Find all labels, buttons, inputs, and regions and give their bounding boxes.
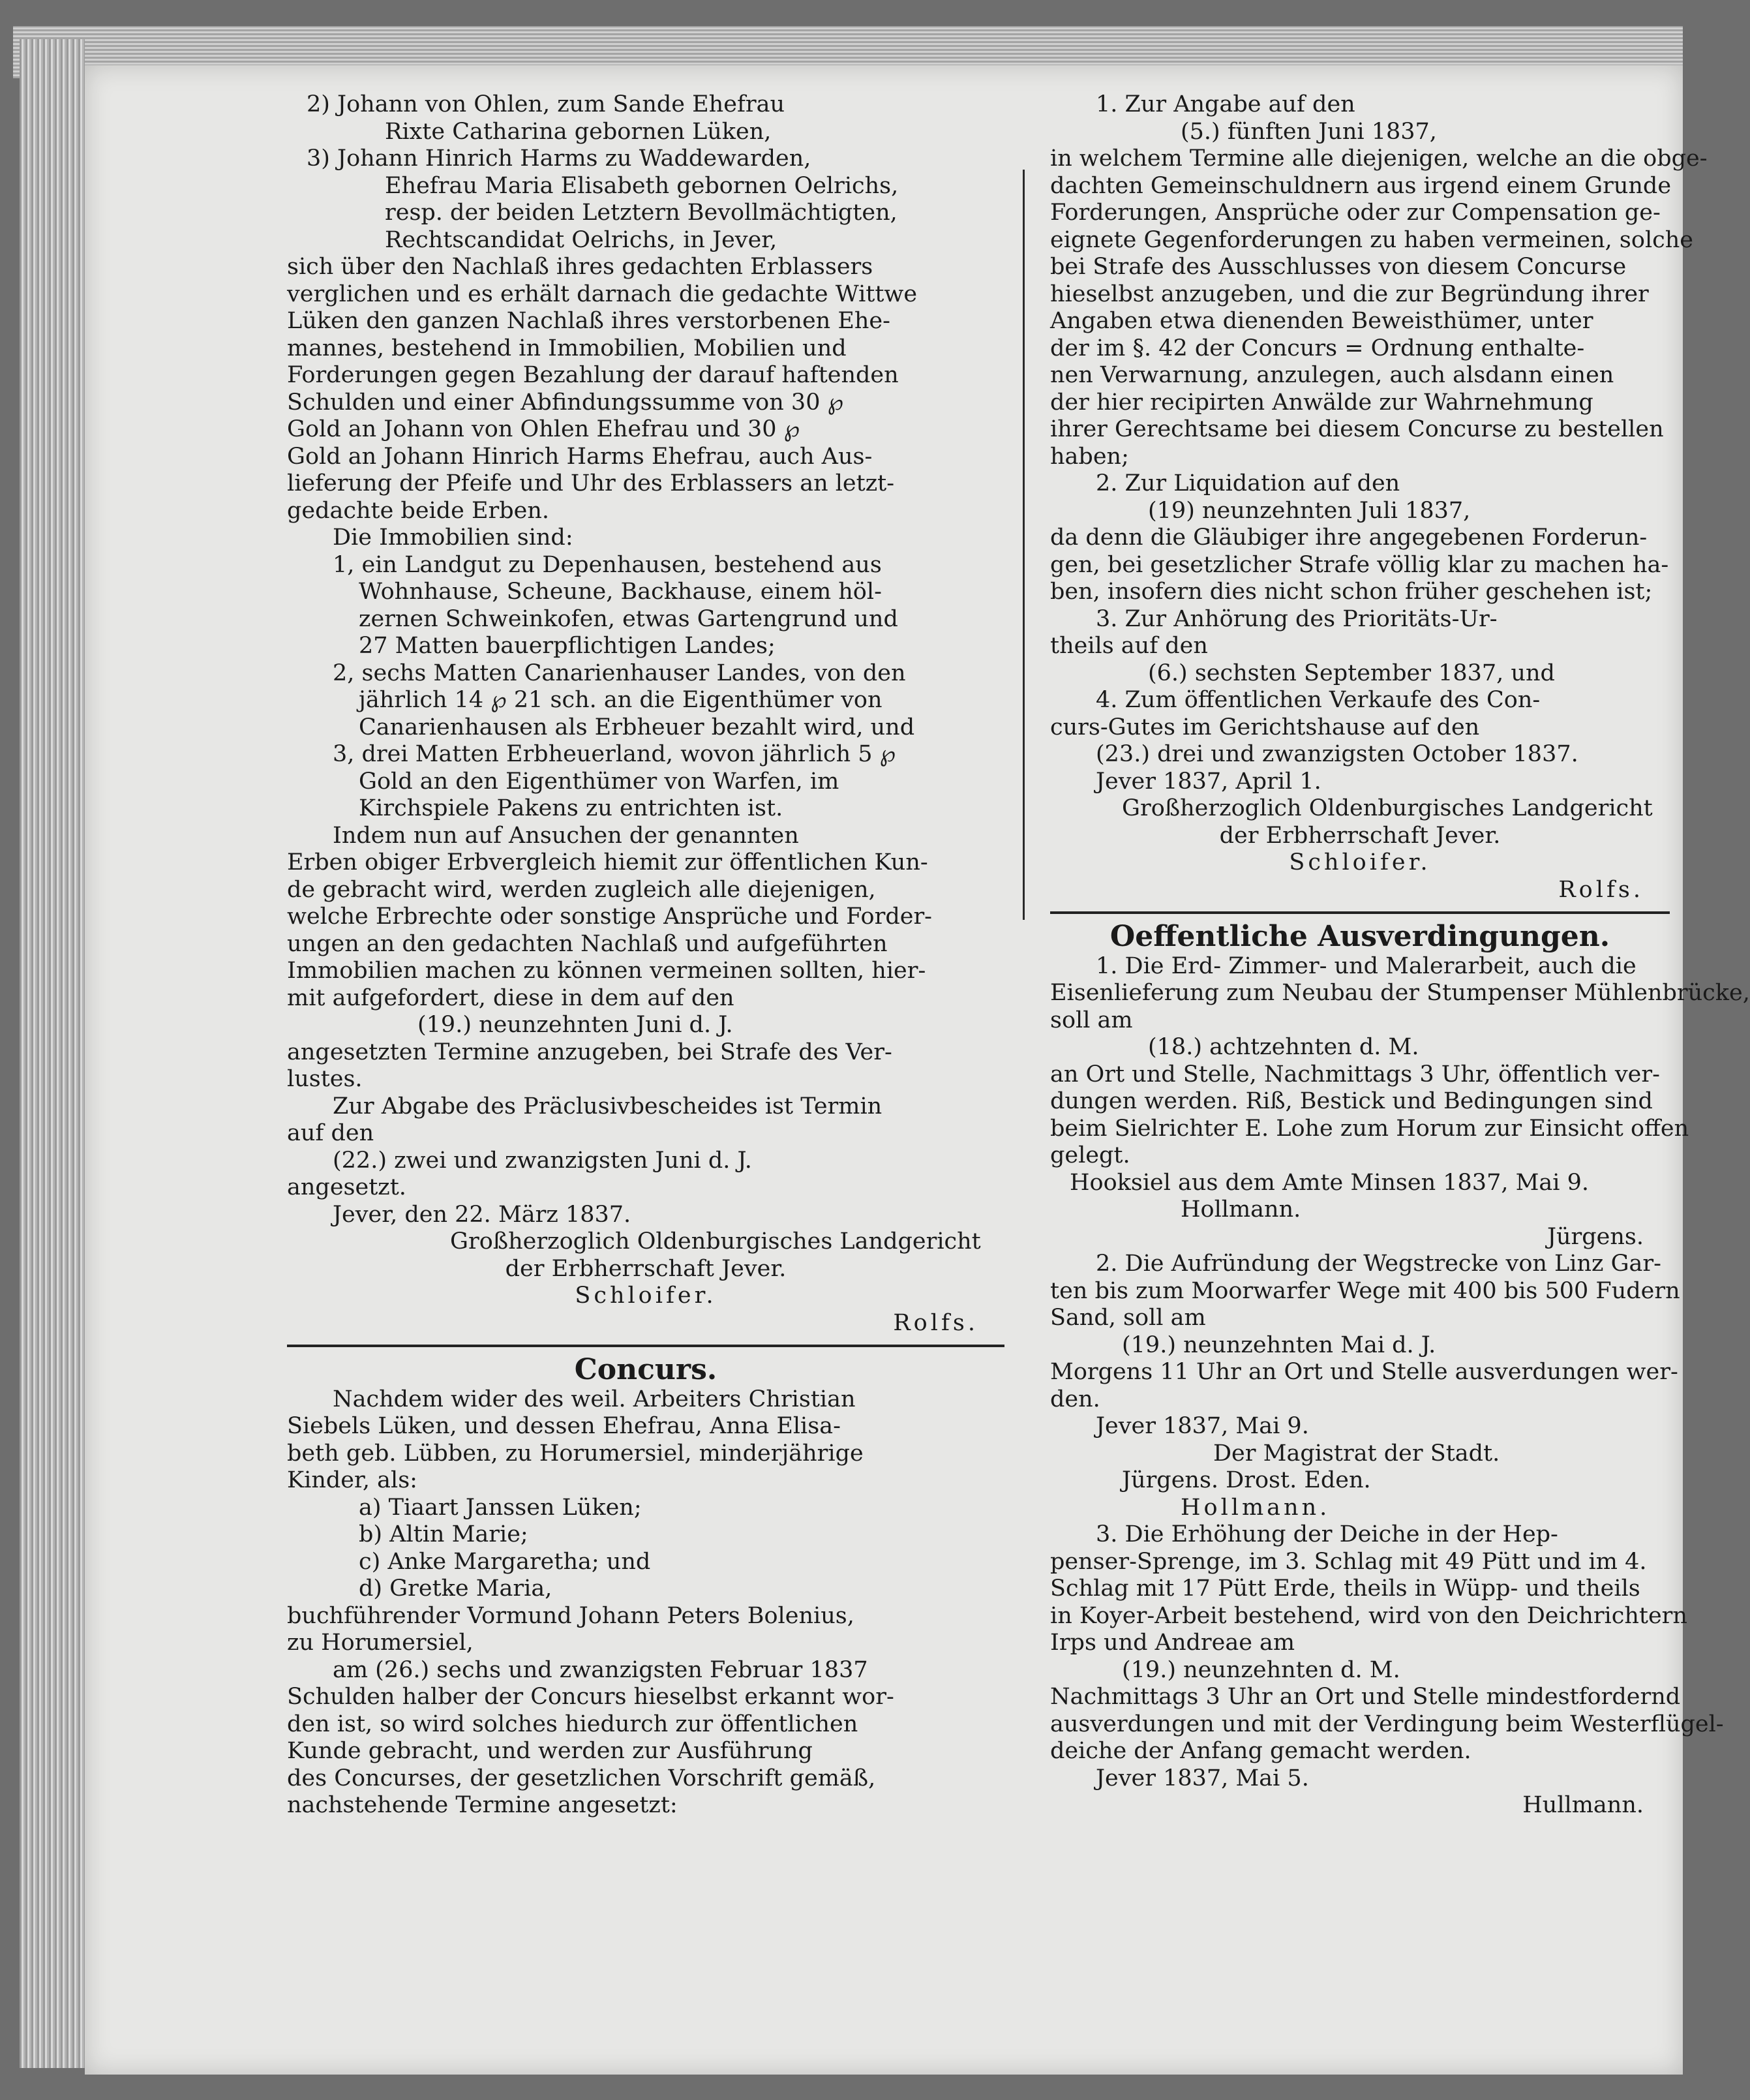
- signature-line: Hullmann.: [1522, 1792, 1644, 1818]
- signature-line: Schloifer.: [1289, 849, 1431, 875]
- text-line: mannes, bestehend in Immobilien, Mobilien und: [287, 335, 847, 361]
- signature-line: Rolfs.: [1558, 876, 1644, 903]
- text-line: dungen werden. Riß, Bestick und Bedingungen sind: [1050, 1088, 1653, 1114]
- text-line: Lüken den ganzen Nachlaß ihres verstorbenen Ehe-: [287, 308, 890, 334]
- text-line: gen, bei gesetzlicher Strafe völlig klar zu machen ha-: [1050, 551, 1669, 578]
- text-line: 2, sechs Matten Canarienhauser Landes, von den: [333, 660, 906, 686]
- text-line: ihrer Gerechtsame bei diesem Concurse zu bestellen: [1050, 416, 1664, 442]
- text-line: der hier recipirten Anwälde zur Wahrnehmung: [1050, 389, 1593, 416]
- date-line: Jever 1837, April 1.: [1096, 768, 1321, 795]
- text-line: 3) Johann Hinrich Harms zu Waddewarden,: [307, 145, 811, 172]
- text-line: lustes.: [287, 1066, 363, 1092]
- text-line: theils auf den: [1050, 633, 1208, 659]
- text-line: Schulden halber der Concurs hieselbst erkannt wor-: [287, 1684, 894, 1710]
- text-line: Ehefrau Maria Elisabeth gebornen Oelrichs,: [385, 172, 899, 199]
- text-line: (22.) zwei und zwanzigsten Juni d. J.: [333, 1147, 752, 1174]
- signature-line: Jürgens. Drost. Eden.: [1122, 1467, 1371, 1493]
- text-line: Siebels Lüken, und dessen Ehefrau, Anna Elisa-: [287, 1413, 841, 1439]
- book-page-edges: [20, 39, 85, 2068]
- text-line: Schlag mit 17 Pütt Erde, theils in Wüpp- und theils: [1050, 1575, 1640, 1602]
- text-line: Wohnhause, Scheune, Backhause, einem höl-: [359, 579, 882, 605]
- text-line: (19.) neunzehnten d. M.: [1122, 1656, 1400, 1683]
- issuer-line: der Erbherrschaft Jever.: [505, 1255, 787, 1282]
- text-line: Rixte Catharina gebornen Lüken,: [385, 118, 772, 145]
- text-line: nen Verwarnung, anzulegen, auch alsdann einen: [1050, 362, 1614, 388]
- text-line: beth geb. Lübben, zu Horumersiel, minderjährige: [287, 1440, 864, 1467]
- text-line: (19.) neunzehnten Juni d. J.: [417, 1012, 733, 1038]
- text-line: nachstehende Termine angesetzt:: [287, 1792, 678, 1818]
- text-line: jährlich 14 ℘ 21 sch. an die Eigenthümer von: [359, 687, 883, 713]
- text-line: Sand, soll am: [1050, 1305, 1206, 1331]
- section-heading-ausverdingungen: Oeffentliche Ausverdingungen.: [1109, 920, 1610, 953]
- text-line: Gold an den Eigenthümer von Warfen, im: [359, 768, 839, 795]
- text-line: (18.) achtzehnten d. M.: [1148, 1034, 1419, 1060]
- text-line: Irps und Andreae am: [1050, 1630, 1295, 1656]
- text-line: 27 Matten bauerpflichtigen Landes;: [359, 633, 776, 659]
- text-line: auf den: [287, 1120, 374, 1146]
- text-line: 3, drei Matten Erbheuerland, wovon jährlich 5 ℘: [333, 741, 896, 767]
- text-line: verglichen und es erhält darnach die gedachte Wittwe: [287, 281, 918, 307]
- text-line: Morgens 11 Uhr an Ort und Stelle ausverdungen wer-: [1050, 1359, 1678, 1385]
- signature-line: Hollmann.: [1181, 1196, 1301, 1223]
- text-line: zernen Schweinkofen, etwas Gartengrund und: [359, 605, 898, 632]
- text-line: den ist, so wird solches hiedurch zur öffentlichen: [287, 1711, 858, 1737]
- text-line: buchführender Vormund Johann Peters Bolenius,: [287, 1602, 854, 1629]
- text-line: sich über den Nachlaß ihres gedachten Erblassers: [287, 254, 873, 280]
- text-line: (6.) sechsten September 1837, und: [1148, 660, 1555, 686]
- text-line: an Ort und Stelle, Nachmittags 3 Uhr, öffentlich ver-: [1050, 1061, 1660, 1088]
- issuer-line: Großherzoglich Oldenburgisches Landgericht: [1122, 795, 1653, 821]
- text-line: in Koyer-Arbeit bestehend, wird von den Deichrichtern: [1050, 1602, 1687, 1629]
- signature-line: Schloifer.: [575, 1283, 717, 1309]
- text-line: Angaben etwa dienenden Beweisthümer, unter: [1050, 308, 1593, 334]
- text-line: penser-Sprenge, im 3. Schlag mit 49 Pütt und im 4.: [1050, 1548, 1647, 1575]
- text-line: (19) neunzehnten Juli 1837,: [1148, 497, 1471, 524]
- text-line: dachten Gemeinschuldnern aus irgend einem Grunde: [1050, 172, 1672, 199]
- section-rule: [287, 1345, 1004, 1347]
- text-line: 1, ein Landgut zu Depenhausen, bestehend aus: [333, 551, 882, 578]
- text-line: 3. Die Erhöhung der Deiche in der Hep-: [1096, 1521, 1558, 1547]
- text-line: ausverdungen und mit der Verdingung beim Westerflügel-: [1050, 1711, 1724, 1737]
- signature-line: Jürgens.: [1546, 1223, 1644, 1250]
- text-line: des Concurses, der gesetzlichen Vorschrift gemäß,: [287, 1765, 876, 1791]
- text-line: angesetzten Termine anzugeben, bei Strafe des Ver-: [287, 1039, 892, 1065]
- text-line: haben;: [1050, 443, 1129, 470]
- text-line: Indem nun auf Ansuchen der genannten: [333, 822, 799, 849]
- text-line: am (26.) sechs und zwanzigsten Februar 1837: [333, 1656, 868, 1683]
- date-line: Jever 1837, Mai 9.: [1096, 1413, 1309, 1439]
- signature-line: Rolfs.: [893, 1309, 978, 1336]
- text-line: Gold an Johann Hinrich Harms Ehefrau, auch Aus-: [287, 443, 873, 470]
- date-line: Jever, den 22. März 1837.: [333, 1201, 631, 1228]
- text-line: gelegt.: [1050, 1142, 1130, 1168]
- text-line: Eisenlieferung zum Neubau der Stumpenser Mühlenbrücke,: [1050, 980, 1750, 1006]
- text-line: 3. Zur Anhörung des Prioritäts-Ur-: [1096, 605, 1498, 632]
- text-line: 2) Johann von Ohlen, zum Sande Ehefrau: [307, 91, 785, 117]
- text-line: der im §. 42 der Concurs = Ordnung enthalte-: [1050, 335, 1585, 361]
- section-heading-concurs: Concurs.: [574, 1353, 717, 1386]
- text-line: Kirchspiele Pakens zu entrichten ist.: [359, 795, 783, 821]
- text-line: lieferung der Pfeife und Uhr des Erblassers an letzt-: [287, 470, 895, 496]
- issuer-line: Der Magistrat der Stadt.: [1213, 1440, 1500, 1467]
- text-line: Kinder, als:: [287, 1467, 417, 1493]
- issuer-line: der Erbherrschaft Jever.: [1219, 822, 1501, 849]
- text-line: (23.) drei und zwanzigsten October 1837.: [1096, 741, 1578, 767]
- text-line: zu Horumersiel,: [287, 1630, 474, 1656]
- text-line: in welchem Termine alle diejenigen, welche an die obge-: [1050, 145, 1708, 172]
- text-line: Die Immobilien sind:: [333, 525, 573, 551]
- text-line: 2. Die Aufründung der Wegstrecke von Linz Gar-: [1096, 1251, 1661, 1277]
- text-line: 1. Die Erd- Zimmer- und Malerarbeit, auch die: [1096, 952, 1637, 979]
- text-line: 1. Zur Angabe auf den: [1096, 91, 1355, 117]
- text-line: hieselbst anzugeben, und die zur Begründung ihrer: [1050, 281, 1649, 307]
- text-line: de gebracht wird, werden zugleich alle diejenigen,: [287, 876, 876, 903]
- text-line: 4. Zum öffentlichen Verkaufe des Con-: [1096, 687, 1541, 713]
- text-line: welche Erbrechte oder sonstige Ansprüche und Forder-: [287, 904, 933, 930]
- text-line: Immobilien machen zu können vermeinen sollten, hier-: [287, 958, 926, 984]
- text-line: 2. Zur Liquidation auf den: [1096, 470, 1400, 496]
- text-line: da denn die Gläubiger ihre angegebenen Forderun-: [1050, 525, 1648, 551]
- left-column: [287, 91, 1004, 1819]
- text-line: resp. der beiden Letztern Bevollmächtigten,: [385, 200, 898, 226]
- text-line: Kunde gebracht, und werden zur Ausführung: [287, 1738, 813, 1764]
- right-column: [1050, 91, 1750, 1819]
- text-line: Nachmittags 3 Uhr an Ort und Stelle mindestfordernd: [1050, 1684, 1681, 1710]
- text-line: beim Sielrichter E. Lohe zum Horum zur Einsicht offen: [1050, 1115, 1689, 1142]
- column-divider: [1023, 170, 1025, 920]
- text-line: ten bis zum Moorwarfer Wege mit 400 bis 500 Fudern: [1050, 1277, 1680, 1304]
- text-line: (5.) fünften Juni 1837,: [1181, 118, 1437, 145]
- text-line: soll am: [1050, 1007, 1133, 1033]
- text-line: Forderungen gegen Bezahlung der darauf haftenden: [287, 362, 899, 388]
- text-line: Schulden und einer Abfindungssumme von 30 ℘: [287, 389, 843, 416]
- text-line: ungen an den gedachten Nachlaß und aufgeführten: [287, 930, 888, 957]
- list-item: a) Tiaart Janssen Lüken;: [359, 1494, 642, 1521]
- text-line: ben, insofern dies nicht schon früher geschehen ist;: [1050, 579, 1653, 605]
- text-line: Nachdem wider des weil. Arbeiters Christian: [333, 1386, 856, 1412]
- text-line: angesetzt.: [287, 1174, 406, 1200]
- text-line: curs-Gutes im Gerichtshause auf den: [1050, 714, 1480, 740]
- text-line: eignete Gegenforderungen zu haben vermeinen, solche: [1050, 226, 1694, 253]
- text-line: Erben obiger Erbvergleich hiemit zur öffentlichen Kun-: [287, 849, 928, 875]
- date-line: Hooksiel aus dem Amte Minsen 1837, Mai 9.: [1070, 1169, 1590, 1196]
- text-line: (19.) neunzehnten Mai d. J.: [1122, 1332, 1436, 1358]
- text-line: deiche der Anfang gemacht werden.: [1050, 1738, 1471, 1764]
- text-line: bei Strafe des Ausschlusses von diesem Concurse: [1050, 254, 1627, 280]
- text-line: Rechtscandidat Oelrichs, in Jever,: [385, 226, 777, 253]
- text-line: mit aufgefordert, diese in dem auf den: [287, 984, 734, 1011]
- list-item: b) Altin Marie;: [359, 1521, 528, 1547]
- text-line: gedachte beide Erben.: [287, 497, 550, 524]
- signature-line: Hollmann.: [1181, 1494, 1331, 1521]
- section-rule: [1050, 911, 1670, 914]
- text-line: Zur Abgabe des Präclusivbescheides ist Termin: [333, 1093, 883, 1119]
- list-item: c) Anke Margaretha; und: [359, 1548, 651, 1575]
- list-item: d) Gretke Maria,: [359, 1575, 552, 1602]
- date-line: Jever 1837, Mai 5.: [1096, 1765, 1309, 1791]
- text-line: den.: [1050, 1386, 1100, 1412]
- text-line: Canarienhausen als Erbheuer bezahlt wird, und: [359, 714, 915, 740]
- text-line: Forderungen, Ansprüche oder zur Compensation ge-: [1050, 200, 1661, 226]
- text-line: Gold an Johann von Ohlen Ehefrau und 30 ℘: [287, 416, 800, 442]
- issuer-line: Großherzoglich Oldenburgisches Landgericht: [450, 1228, 981, 1255]
